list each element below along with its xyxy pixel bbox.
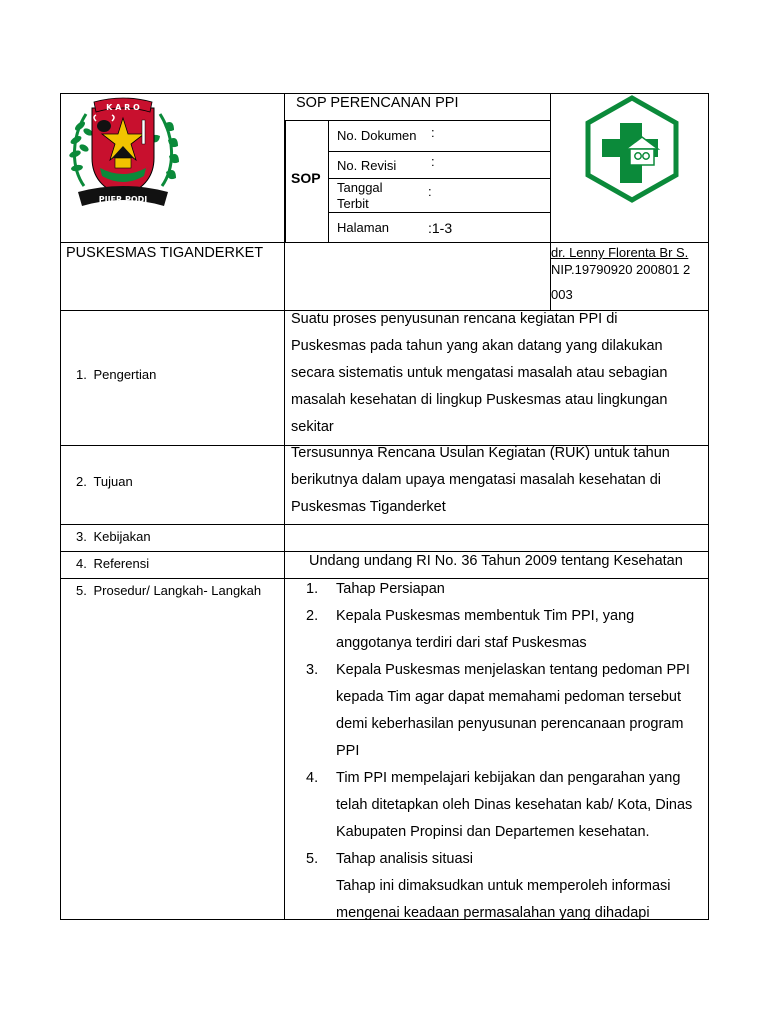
tanggal-value: :: [428, 184, 432, 199]
no-revisi-label: No. Revisi: [337, 158, 397, 173]
section-title: Prosedur/ Langkah- Langkah: [93, 583, 262, 598]
step-line: Kabupaten Propinsi dan Departemen kesehatan.: [336, 824, 650, 840]
procedure-step: [306, 603, 692, 657]
step-line: Tahap ini dimaksudkan untuk memperoleh informasi: [336, 878, 671, 894]
procedure-step: [306, 846, 692, 927]
step-line: mengenai keadaan permasalahan yang dihadapi: [336, 905, 650, 921]
logo-bottom-lettering: PIJER PODI: [98, 195, 148, 204]
step-line: Kepala Puskesmas membentuk Tim PPI, yang: [336, 608, 635, 624]
puskesmas-logo: [582, 95, 682, 205]
paragraph-line: Puskesmas Tiganderket: [291, 499, 446, 515]
section-tujuan-label: [76, 474, 133, 490]
step-number: 1.: [306, 581, 319, 597]
section-number: 3.: [76, 529, 87, 544]
section-number: 2.: [76, 474, 87, 489]
step-line: telah ditetapkan oleh Dinas kesehatan kab/ Kota, Dinas: [336, 797, 693, 813]
section-title: Tujuan: [93, 474, 133, 489]
section-kebijakan-label: [76, 529, 151, 545]
no-dokumen-label: No. Dokumen: [337, 128, 417, 143]
no-dokumen-value: :: [431, 125, 435, 140]
paragraph-line: Suatu proses penyusunan rencana kegiatan PPI di: [291, 311, 618, 327]
tanggal-label-line2: Terbit: [337, 196, 369, 211]
paragraph-line: Tersusunnya Rencana Usulan Kegiatan (RUK) untuk tahun: [291, 445, 670, 461]
referensi-text: Undang undang RI No. 36 Tahun 2009 tentang Kesehatan: [309, 553, 683, 569]
step-number: 2.: [306, 608, 319, 624]
procedure-step: [306, 657, 692, 765]
paragraph-line: masalah kesehatan di lingkup Puskesmas atau lingkungan: [291, 392, 668, 408]
section-title: Kebijakan: [93, 529, 151, 544]
paragraph-line: berikutnya dalam upaya mengatasi masalah kesehatan di: [291, 472, 661, 488]
procedure-step: [306, 576, 692, 603]
step-number: 3.: [306, 662, 319, 678]
signatory-nip-line1: NIP.19790920 200801 2: [551, 262, 691, 277]
section-referensi-label: [76, 556, 149, 572]
section-number: 4.: [76, 556, 87, 571]
section-prosedur-label: [76, 583, 261, 599]
step-line: anggotanya terdiri dari staf Puskesmas: [336, 635, 587, 651]
step-line: kepada Tim agar dapat memahami pedoman tersebut: [336, 689, 681, 705]
karo-regency-logo: [64, 96, 182, 214]
paragraph-line: Puskesmas pada tahun yang akan datang yang dilakukan: [291, 338, 663, 354]
paragraph-line: secara sistematis untuk mengatasi masalah atau sebagian: [291, 365, 668, 381]
step-line: Tim PPI mempelajari kebijakan dan pengarahan yang: [336, 770, 681, 786]
puskesmas-name: PUSKESMAS TIGANDERKET: [66, 245, 264, 261]
section-title: Referensi: [93, 556, 150, 571]
step-line: demi keberhasilan penyusunan perencanaan program: [336, 716, 684, 732]
halaman-label: Halaman: [337, 220, 390, 235]
document-title: SOP PERENCANAN PPI: [296, 95, 459, 111]
section-number: 5.: [76, 583, 87, 598]
step-line: Tahap Persiapan: [336, 581, 445, 597]
halaman-value: :1-3: [428, 220, 453, 236]
step-line: Kepala Puskesmas menjelaskan tentang pedoman PPI: [336, 662, 690, 678]
tanggal-label-line1: Tanggal: [337, 180, 383, 195]
logo-top-lettering: K A R O: [106, 103, 140, 112]
procedure-list: [306, 576, 692, 927]
step-number: 5.: [306, 851, 319, 867]
procedure-step: [306, 765, 692, 846]
step-number: 4.: [306, 770, 319, 786]
signatory-name: dr. Lenny Florenta Br S.: [551, 245, 689, 260]
section-number: 1.: [76, 367, 87, 382]
paragraph-line: sekitar: [291, 419, 334, 435]
step-line: PPI: [336, 743, 360, 759]
section-title: Pengertian: [93, 367, 157, 382]
pengertian-text: [291, 306, 667, 441]
step-line: Tahap analisis situasi: [336, 851, 474, 867]
tujuan-text: [291, 440, 670, 521]
sop-label: SOP: [291, 170, 321, 186]
signatory-nip-line2: 003: [551, 287, 573, 302]
section-pengertian-label: [76, 367, 156, 383]
no-revisi-value: :: [431, 154, 435, 169]
